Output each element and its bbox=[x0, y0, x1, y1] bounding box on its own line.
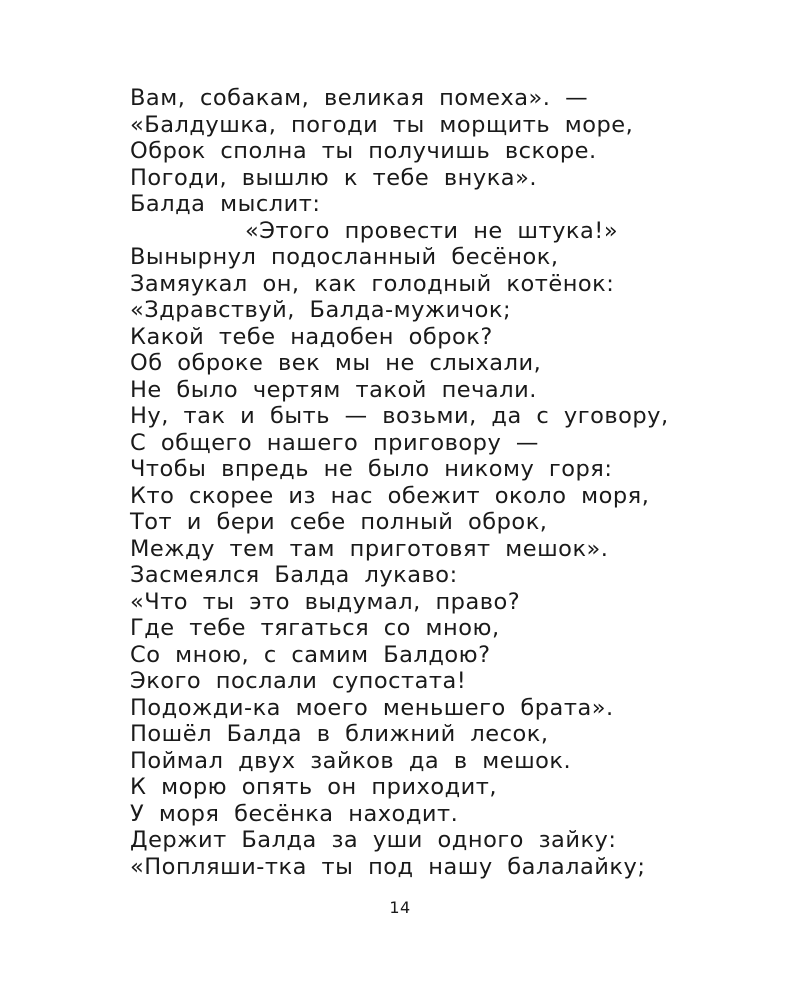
poem-line: У моря бесёнка находит. bbox=[130, 800, 459, 827]
poem-line: К морю опять он приходит, bbox=[130, 774, 498, 800]
poem-line: Подожди-ка моего меньшего брата». bbox=[130, 694, 614, 721]
poem-line: Ну, так и быть — возьми, да с уговору, bbox=[130, 403, 669, 429]
poem-line: «Этого провести не штука!» bbox=[245, 217, 619, 244]
poem-line: Кто скорее из нас обежит около моря, bbox=[130, 482, 650, 509]
poem-line: Держит Балда за уши одного зайку: bbox=[130, 827, 617, 853]
poem-line: Где тебе тягаться со мною, bbox=[130, 615, 500, 641]
poem-line: Чтобы впредь не было никому горя: bbox=[130, 456, 613, 482]
page-number: 14 bbox=[389, 898, 411, 917]
poem-line: Поймал двух зайков да в мешок. bbox=[130, 747, 572, 774]
poem-line: Оброк сполна ты получишь вскоре. bbox=[130, 138, 597, 164]
poem-line: Какой тебе надобен оброк? bbox=[130, 323, 493, 350]
poem-line: Засмеялся Балда лукаво: bbox=[130, 562, 458, 588]
poem-line: Пошёл Балда в ближний лесок, bbox=[130, 721, 549, 747]
poem-line: «Что ты это выдумал, право? bbox=[130, 588, 521, 615]
poem-line: Экого послали супостата! bbox=[130, 668, 467, 694]
poem-line: Не было чертям такой печали. bbox=[130, 376, 537, 403]
poem-line: Тот и бери себе полный оброк, bbox=[130, 509, 548, 535]
poem-line: «Балдушка, погоди ты морщить море, bbox=[130, 111, 634, 138]
poem-line: С общего нашего приговору — bbox=[130, 429, 539, 456]
poem-line: Между тем там приготовят мешок». bbox=[130, 535, 609, 562]
poem-line: Замяукал он, как голодный котёнок: bbox=[130, 270, 615, 297]
poem-line: Погоди, вышлю к тебе внука». bbox=[130, 164, 537, 191]
poem-line: Балда мыслит: bbox=[130, 191, 321, 217]
poem-text bbox=[130, 85, 750, 880]
poem-line: Вынырнул подосланный бесёнок, bbox=[130, 244, 559, 270]
poem-line: Об оброке век мы не слыхали, bbox=[130, 350, 542, 376]
poem-line: «Здравствуй, Балда-мужичок; bbox=[130, 297, 512, 323]
poem-line: «Попляши-тка ты под нашу балалайку; bbox=[130, 853, 646, 880]
poem-line: Со мною, с самим Балдою? bbox=[130, 641, 491, 668]
poem-line: Вам, собакам, великая помеха». — bbox=[130, 85, 589, 111]
